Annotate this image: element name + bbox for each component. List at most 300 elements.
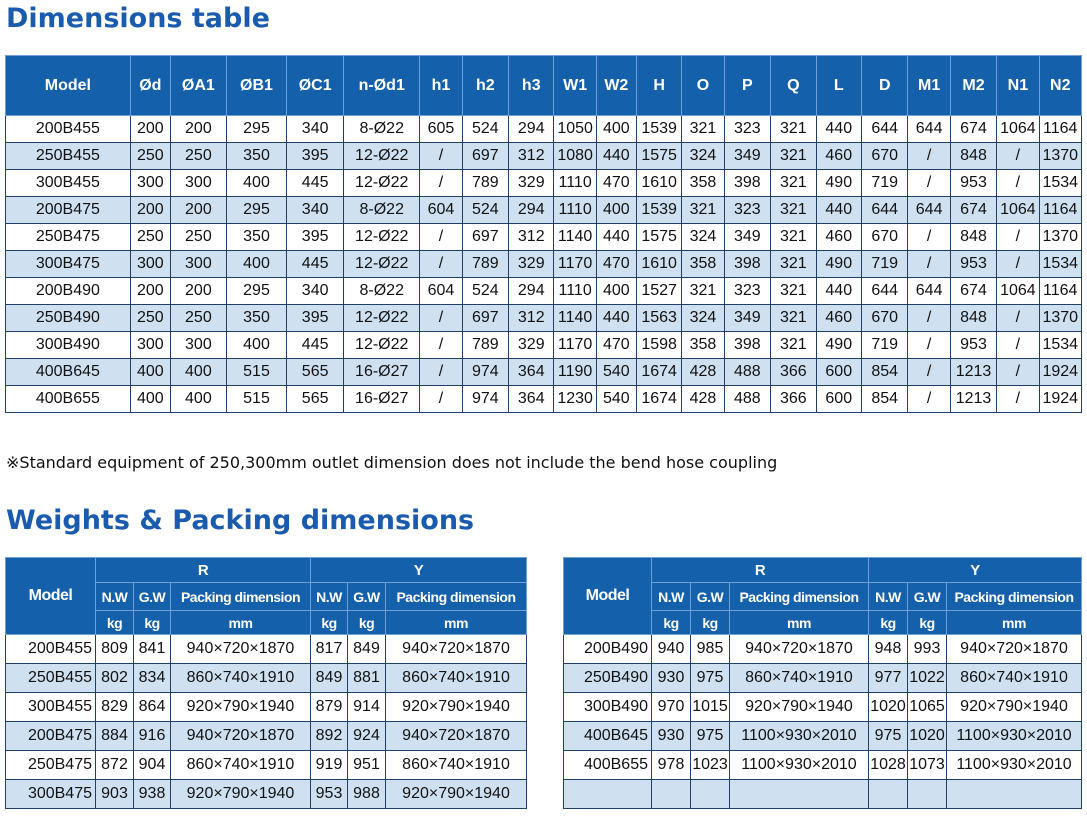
table-cell: 1065 [908, 693, 947, 722]
table-cell: 250 [170, 224, 226, 251]
weights-title: Weights & Packing dimensions [6, 505, 475, 536]
table-cell: 323 [724, 278, 771, 305]
table-row [564, 693, 1082, 722]
table-cell: 349 [724, 143, 771, 170]
table-cell: 644 [861, 278, 908, 305]
table-cell: 953 [311, 780, 348, 809]
table-cell: / [420, 386, 462, 413]
table-cell: 860×740×1910 [386, 751, 527, 780]
table-cell: 398 [724, 332, 771, 359]
group-header-y: Y [869, 558, 1082, 583]
table-cell: 920×790×1940 [947, 693, 1082, 722]
table-cell: 470 [596, 332, 636, 359]
table-cell: 295 [226, 278, 286, 305]
table-cell: 445 [287, 332, 344, 359]
table-row [564, 751, 1082, 780]
table-cell: 860×740×1910 [171, 664, 311, 693]
table-cell: 398 [724, 170, 771, 197]
column-header: P [724, 56, 771, 116]
table-cell: 250 [130, 143, 170, 170]
table-cell: 300 [170, 251, 226, 278]
table-cell: 300 [130, 170, 170, 197]
table-cell: 697 [462, 224, 509, 251]
model-cell: 250B475 [6, 751, 96, 780]
table-cell: 200 [170, 116, 226, 143]
column-header: M2 [950, 56, 997, 116]
table-cell: 515 [226, 359, 286, 386]
table-cell: 366 [771, 386, 816, 413]
table-row [6, 251, 1082, 278]
table-cell: 879 [311, 693, 348, 722]
table-cell: 490 [816, 332, 861, 359]
table-cell: 920×790×1940 [386, 780, 527, 809]
table-cell: 565 [287, 359, 344, 386]
table-cell: 848 [950, 224, 997, 251]
column-header: W1 [554, 56, 596, 116]
table-cell: 848 [950, 143, 997, 170]
table-cell: 1064 [997, 278, 1039, 305]
table-cell: / [908, 170, 950, 197]
table-cell: / [420, 359, 462, 386]
table-cell: / [997, 251, 1039, 278]
table-cell: 8-Ø22 [344, 278, 420, 305]
table-cell: / [997, 332, 1039, 359]
table-cell: 321 [771, 170, 816, 197]
model-cell: 400B645 [6, 359, 131, 386]
table-cell: 1534 [1039, 170, 1081, 197]
table-cell: 1100×930×2010 [947, 722, 1082, 751]
table-cell: 1527 [636, 278, 681, 305]
table-cell: 884 [96, 722, 134, 751]
model-cell: 300B490 [564, 693, 652, 722]
table-cell: 854 [861, 386, 908, 413]
column-header: ØB1 [226, 56, 286, 116]
table-cell: 321 [682, 197, 724, 224]
column-header: h3 [509, 56, 554, 116]
table-cell: 940×720×1870 [171, 635, 311, 664]
table-cell: 321 [771, 251, 816, 278]
table-cell: 604 [420, 197, 462, 224]
table-cell: 294 [509, 116, 554, 143]
table-cell: / [997, 143, 1039, 170]
table-cell: 1575 [636, 143, 681, 170]
table-cell: 1080 [554, 143, 596, 170]
column-header: Ød [130, 56, 170, 116]
table-cell: 400 [596, 116, 636, 143]
sub-header: G.W [348, 583, 386, 611]
table-cell: 358 [682, 332, 724, 359]
table-cell: 600 [816, 359, 861, 386]
table-cell: 321 [771, 197, 816, 224]
table-row [6, 170, 1082, 197]
sub-header: G.W [134, 583, 171, 611]
table-row [6, 359, 1082, 386]
table-cell: 329 [509, 332, 554, 359]
table-cell: 1370 [1039, 305, 1081, 332]
unit-header: kg [869, 611, 908, 635]
table-cell: / [420, 251, 462, 278]
table-cell: 1674 [636, 386, 681, 413]
table-cell: / [997, 386, 1039, 413]
sub-header: N.W [869, 583, 908, 611]
table-cell: 916 [134, 722, 171, 751]
table-cell: 920×790×1940 [171, 693, 311, 722]
table-cell: / [908, 386, 950, 413]
sub-header: G.W [908, 583, 947, 611]
table-cell: 323 [724, 116, 771, 143]
model-cell [564, 780, 652, 809]
table-cell: 250 [130, 305, 170, 332]
table-cell: 340 [287, 116, 344, 143]
unit-header: mm [947, 611, 1082, 635]
table-cell: 697 [462, 143, 509, 170]
table-cell: 12-Ø22 [344, 305, 420, 332]
table-cell: 395 [287, 143, 344, 170]
table-row [6, 143, 1082, 170]
table-cell: 565 [287, 386, 344, 413]
table-cell: 300 [170, 332, 226, 359]
table-cell: 978 [652, 751, 691, 780]
group-header-row [6, 558, 527, 583]
table-cell: 400 [596, 278, 636, 305]
table-cell: 358 [682, 170, 724, 197]
table-cell [730, 780, 869, 809]
table-cell: 670 [861, 305, 908, 332]
table-cell: 1164 [1039, 278, 1081, 305]
model-cell: 250B490 [6, 305, 131, 332]
table-cell: 1539 [636, 197, 681, 224]
table-cell: 1110 [554, 197, 596, 224]
table-cell: 1100×930×2010 [947, 751, 1082, 780]
table-cell: / [908, 251, 950, 278]
sub-header: Packing dimension [171, 583, 311, 611]
sub-header: N.W [311, 583, 348, 611]
table-cell: 470 [596, 251, 636, 278]
table-cell: 719 [861, 170, 908, 197]
sub-header: N.W [652, 583, 691, 611]
table-cell: 295 [226, 197, 286, 224]
table-cell: 1028 [869, 751, 908, 780]
table-row [6, 278, 1082, 305]
table-cell: 312 [509, 143, 554, 170]
table-row [6, 780, 527, 809]
table-cell: 841 [134, 635, 171, 664]
table-cell: 295 [226, 116, 286, 143]
table-cell: 1190 [554, 359, 596, 386]
table-cell: / [997, 224, 1039, 251]
table-cell: 323 [724, 197, 771, 224]
table-cell: 1164 [1039, 116, 1081, 143]
table-cell: 312 [509, 224, 554, 251]
unit-header: mm [171, 611, 311, 635]
sub-header: Packing dimension [947, 583, 1082, 611]
table-cell: 644 [861, 197, 908, 224]
model-cell: 250B490 [564, 664, 652, 693]
column-header: ØA1 [170, 56, 226, 116]
table-cell: 988 [348, 780, 386, 809]
table-cell: 440 [596, 143, 636, 170]
model-cell: 200B490 [6, 278, 131, 305]
table-cell: 974 [462, 359, 509, 386]
table-cell: 860×740×1910 [730, 664, 869, 693]
table-cell: 930 [652, 722, 691, 751]
table-cell: 1170 [554, 251, 596, 278]
column-header: D [861, 56, 908, 116]
dimensions-header-row [6, 56, 1082, 116]
table-cell: 395 [287, 305, 344, 332]
table-cell: 1575 [636, 224, 681, 251]
table-cell: 1563 [636, 305, 681, 332]
table-cell: 789 [462, 170, 509, 197]
table-row [6, 693, 527, 722]
table-cell: 977 [869, 664, 908, 693]
column-header: N2 [1039, 56, 1081, 116]
table-cell: 321 [682, 278, 724, 305]
table-cell: 1020 [908, 722, 947, 751]
table-cell: 488 [724, 359, 771, 386]
table-row [6, 116, 1082, 143]
table-cell: 674 [950, 197, 997, 224]
column-header: H [636, 56, 681, 116]
table-cell: 940 [652, 635, 691, 664]
table-cell: 789 [462, 332, 509, 359]
table-cell: 250 [170, 305, 226, 332]
model-cell: 300B475 [6, 251, 131, 278]
table-cell: / [908, 143, 950, 170]
table-cell: 349 [724, 305, 771, 332]
table-cell: 719 [861, 251, 908, 278]
table-cell: 200 [170, 197, 226, 224]
group-header-row [564, 558, 1082, 583]
model-cell: 300B475 [6, 780, 96, 809]
table-cell: 605 [420, 116, 462, 143]
sub-header: Packing dimension [386, 583, 527, 611]
table-row [564, 722, 1082, 751]
table-cell: 1022 [908, 664, 947, 693]
table-cell: 400 [596, 197, 636, 224]
table-cell: 1610 [636, 170, 681, 197]
table-cell: 829 [96, 693, 134, 722]
table-cell: 324 [682, 224, 724, 251]
table-cell: 670 [861, 224, 908, 251]
table-cell: 604 [420, 278, 462, 305]
table-cell: 460 [816, 305, 861, 332]
table-cell: 789 [462, 251, 509, 278]
table-cell: 440 [596, 224, 636, 251]
table-cell: 1610 [636, 251, 681, 278]
model-header: Model [6, 558, 96, 635]
table-cell: 975 [691, 664, 730, 693]
table-cell: 860×740×1910 [171, 751, 311, 780]
table-cell: 428 [682, 359, 724, 386]
model-cell: 400B655 [564, 751, 652, 780]
table-cell: 1140 [554, 305, 596, 332]
table-cell: 1020 [869, 693, 908, 722]
table-cell: 488 [724, 386, 771, 413]
table-cell: 697 [462, 305, 509, 332]
table-cell: 200 [130, 197, 170, 224]
table-cell: 460 [816, 143, 861, 170]
table-row [6, 664, 527, 693]
table-cell: 250 [170, 143, 226, 170]
table-cell: 1534 [1039, 251, 1081, 278]
table-cell: 940×720×1870 [947, 635, 1082, 664]
table-cell: 719 [861, 332, 908, 359]
table-cell: 1213 [950, 359, 997, 386]
table-cell: 872 [96, 751, 134, 780]
model-cell: 300B455 [6, 170, 131, 197]
table-row [6, 332, 1082, 359]
model-cell: 400B645 [564, 722, 652, 751]
table-row [564, 635, 1082, 664]
table-row [6, 197, 1082, 224]
table-cell: 953 [950, 170, 997, 197]
unit-header: kg [652, 611, 691, 635]
table-row [6, 722, 527, 751]
table-cell: 1370 [1039, 224, 1081, 251]
table-cell: 834 [134, 664, 171, 693]
table-cell: 400 [226, 170, 286, 197]
table-cell: 329 [509, 251, 554, 278]
table-cell: 540 [596, 359, 636, 386]
table-cell: 350 [226, 143, 286, 170]
table-cell: 200 [170, 278, 226, 305]
table-cell: 12-Ø22 [344, 143, 420, 170]
table-cell: 324 [682, 143, 724, 170]
table-cell: / [908, 332, 950, 359]
table-cell: 1015 [691, 693, 730, 722]
table-cell: / [420, 170, 462, 197]
sub-header: G.W [691, 583, 730, 611]
table-cell: 1598 [636, 332, 681, 359]
column-header: M1 [908, 56, 950, 116]
table-cell: 300 [170, 170, 226, 197]
table-cell: 350 [226, 305, 286, 332]
unit-header: kg [311, 611, 348, 635]
column-header: h2 [462, 56, 509, 116]
column-header: h1 [420, 56, 462, 116]
table-cell: 1064 [997, 116, 1039, 143]
table-cell: 321 [771, 332, 816, 359]
table-cell: 848 [950, 305, 997, 332]
table-row [6, 305, 1082, 332]
table-cell: 200 [130, 278, 170, 305]
model-cell: 250B455 [6, 143, 131, 170]
table-cell: 1230 [554, 386, 596, 413]
unit-header: kg [96, 611, 134, 635]
model-cell: 200B475 [6, 197, 131, 224]
table-cell: 903 [96, 780, 134, 809]
table-cell: 321 [771, 116, 816, 143]
table-cell: 1110 [554, 170, 596, 197]
table-cell: 300 [130, 332, 170, 359]
table-row [6, 751, 527, 780]
table-cell: 948 [869, 635, 908, 664]
table-cell: 364 [509, 386, 554, 413]
table-cell: 200 [130, 116, 170, 143]
column-header: ØC1 [287, 56, 344, 116]
table-cell: 321 [771, 278, 816, 305]
group-header-y: Y [311, 558, 527, 583]
table-cell: 400 [170, 359, 226, 386]
table-cell: 321 [771, 224, 816, 251]
table-cell: 940×720×1870 [171, 722, 311, 751]
table-cell: 324 [682, 305, 724, 332]
table-cell: 445 [287, 170, 344, 197]
table-cell: 1110 [554, 278, 596, 305]
column-header: O [682, 56, 724, 116]
table-cell: / [997, 305, 1039, 332]
table-cell: 974 [462, 386, 509, 413]
column-header: Q [771, 56, 816, 116]
table-cell: 920×790×1940 [171, 780, 311, 809]
weights-table-left [5, 557, 527, 809]
table-cell: 674 [950, 116, 997, 143]
sub-header: Packing dimension [730, 583, 869, 611]
table-cell: 1924 [1039, 359, 1081, 386]
table-cell: 321 [682, 116, 724, 143]
table-cell: / [420, 224, 462, 251]
table-cell: 400 [130, 359, 170, 386]
dimensions-note: ※Standard equipment of 250,300mm outlet dimension does not include the bend hose coupling [6, 453, 778, 472]
column-header: Model [6, 56, 131, 116]
table-cell: 802 [96, 664, 134, 693]
table-cell: 919 [311, 751, 348, 780]
table-cell [691, 780, 730, 809]
table-cell [869, 780, 908, 809]
table-cell: 524 [462, 278, 509, 305]
table-cell: 1050 [554, 116, 596, 143]
table-cell: 975 [691, 722, 730, 751]
table-row [564, 664, 1082, 693]
table-cell: 1164 [1039, 197, 1081, 224]
table-row [564, 780, 1082, 809]
table-cell: 445 [287, 251, 344, 278]
table-cell: 924 [348, 722, 386, 751]
table-cell: 440 [816, 278, 861, 305]
table-cell: 1100×930×2010 [730, 722, 869, 751]
table-cell: 524 [462, 197, 509, 224]
table-cell: 644 [861, 116, 908, 143]
table-cell: 1924 [1039, 386, 1081, 413]
table-cell: 440 [596, 305, 636, 332]
table-cell: 312 [509, 305, 554, 332]
table-cell: 849 [348, 635, 386, 664]
table-cell: 1140 [554, 224, 596, 251]
table-cell: 938 [134, 780, 171, 809]
table-cell: 970 [652, 693, 691, 722]
table-row [6, 635, 527, 664]
table-cell: 940×720×1870 [386, 635, 527, 664]
model-header: Model [564, 558, 652, 635]
table-cell: 400 [130, 386, 170, 413]
table-cell: 12-Ø22 [344, 251, 420, 278]
table-cell: 1170 [554, 332, 596, 359]
table-cell: 8-Ø22 [344, 116, 420, 143]
column-header: n-Ød1 [344, 56, 420, 116]
model-cell: 400B655 [6, 386, 131, 413]
table-cell: 951 [348, 751, 386, 780]
table-cell: 321 [771, 305, 816, 332]
column-header: L [816, 56, 861, 116]
column-header: N1 [997, 56, 1039, 116]
table-cell: 892 [311, 722, 348, 751]
table-cell: 540 [596, 386, 636, 413]
table-cell: 358 [682, 251, 724, 278]
table-cell: 16-Ø27 [344, 359, 420, 386]
table-cell: 670 [861, 143, 908, 170]
table-cell: 366 [771, 359, 816, 386]
